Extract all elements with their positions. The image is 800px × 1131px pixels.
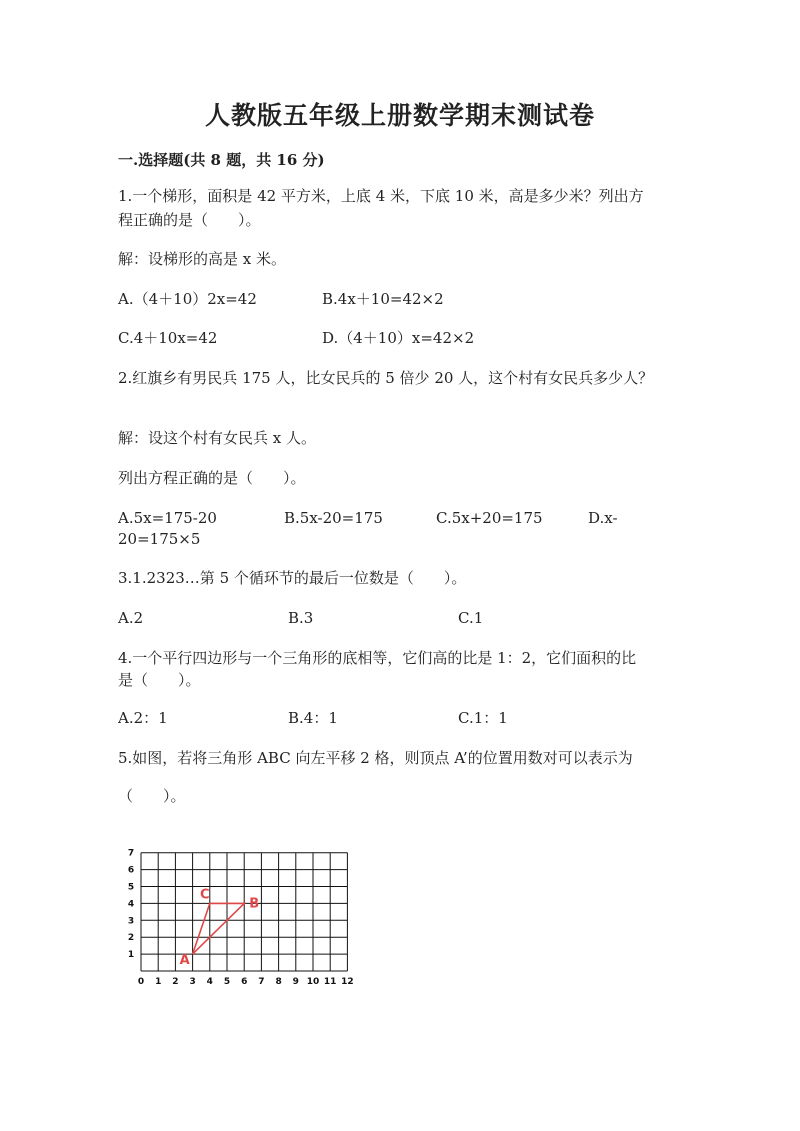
- q3-text: 3.1.2323…第 5 个循环节的最后一位数是（ ）。: [118, 569, 467, 587]
- x-tick-label: 0: [137, 977, 145, 987]
- triangle-outline: [193, 903, 245, 954]
- grid-lines: [141, 853, 347, 971]
- triangle-abc: [180, 887, 260, 968]
- page-title: 人教版五年级上册数学期末测试卷: [204, 101, 595, 130]
- x-tick-label: 9: [292, 977, 299, 987]
- x-tick-label: 3: [189, 977, 196, 987]
- vertex-label-a: A: [179, 953, 190, 969]
- q4-option-b: B.4：1: [288, 709, 338, 727]
- x-tick-label: 10: [306, 977, 320, 987]
- q4-text-line1: 4.一个平行四边形与一个三角形的底相等，它们高的比是 1：2，它们面积的比: [118, 649, 637, 667]
- y-tick-label: 5: [127, 882, 135, 893]
- q1-text-line1: 1.一个梯形，面积是 42 平方米，上底 4 米，下底 10 米，高是多少米？列出方: [118, 187, 644, 205]
- x-tick-label: 1: [155, 977, 162, 987]
- q2-option-d: D.x-: [588, 509, 618, 527]
- y-tick-label: 2: [127, 933, 135, 944]
- q2-text-line1: 2.红旗乡有男民兵 175 人，比女民兵的 5 倍少 20 人，这个村有女民兵多少人？: [118, 369, 654, 387]
- q2-hint: 解：设这个村有女民兵 x 人。: [118, 429, 316, 447]
- q3-option-c: C.1: [458, 609, 484, 627]
- y-tick-label: 7: [127, 848, 135, 859]
- y-tick-label: 6: [127, 865, 135, 876]
- coordinate-grid-figure: [116, 840, 366, 992]
- q1-option-a: A.（4＋10）2x=42: [118, 290, 257, 308]
- y-tick-label: 4: [127, 899, 135, 910]
- q2-option-b: B.5x-20=175: [284, 509, 383, 527]
- q1-text-line2: 程正确的是（ ）。: [118, 211, 261, 229]
- y-axis-tick-labels: [128, 849, 134, 960]
- x-tick-label: 11: [323, 977, 337, 987]
- x-axis-tick-labels: [138, 977, 354, 987]
- q3-option-b: B.3: [288, 609, 314, 627]
- q4-option-c: C.1：1: [458, 709, 508, 727]
- q4-text-line2: 是（ ）。: [118, 671, 201, 689]
- vertex-label-c: C: [200, 887, 210, 903]
- vertex-label-b: B: [249, 896, 260, 912]
- y-tick-label: 1: [127, 950, 135, 961]
- section-heading: 一.选择题(共 8 题，共 16 分): [118, 151, 325, 169]
- x-tick-label: 8: [275, 977, 282, 987]
- x-tick-label: 12: [341, 977, 354, 987]
- q2-option-c: C.5x+20=175: [436, 509, 543, 527]
- q2-option-d-continued: 20=175×5: [118, 530, 201, 548]
- q3-option-a: A.2: [118, 609, 144, 627]
- q1-option-d: D.（4＋10）x=42×2: [322, 329, 475, 347]
- x-tick-label: 2: [172, 977, 179, 987]
- q2-option-a: A.5x=175-20: [118, 509, 217, 527]
- y-tick-label: 3: [127, 916, 135, 927]
- x-tick-label: 4: [206, 977, 213, 987]
- q1-option-b: B.4x＋10=42×2: [322, 290, 444, 308]
- x-tick-label: 5: [223, 977, 231, 987]
- q1-hint: 解：设梯形的高是 x 米。: [118, 250, 286, 268]
- q5-text-line2: （ ）。: [118, 787, 186, 805]
- q4-option-a: A.2：1: [118, 709, 168, 727]
- x-tick-label: 7: [258, 977, 265, 987]
- x-tick-label: 6: [241, 977, 248, 987]
- q1-option-c: C.4＋10x=42: [118, 329, 218, 347]
- q2-prompt: 列出方程正确的是（ ）。: [118, 469, 306, 487]
- q5-text-line1: 5.如图，若将三角形 ABC 向左平移 2 格，则顶点 A’的位置用数对可以表示为: [118, 749, 633, 767]
